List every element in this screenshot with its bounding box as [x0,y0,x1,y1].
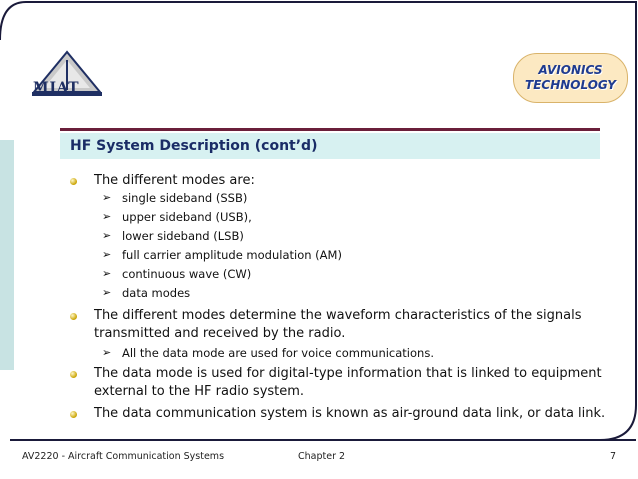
sub-item: data modes [122,286,191,300]
sub-item: single sideband (SSB) [122,191,248,205]
sub-item: upper sideband (USB), [122,210,252,224]
arrow-icon: ➢ [102,346,112,359]
arrow-icon: ➢ [102,191,112,204]
arrow-icon: ➢ [102,286,112,299]
badge-line2: TECHNOLOGY [525,78,616,92]
left-accent-panel [0,140,14,370]
sub-item: lower sideband (LSB) [122,229,244,243]
bullet-1-text: The different modes are: [94,173,255,188]
logo-text: MIAT [33,80,80,96]
slide-title: HF System Description (cont’d) [70,138,318,154]
miat-logo [22,50,112,105]
sub-item: All the data mode are used for voice communications. [122,346,434,360]
avionics-technology-badge [513,53,628,103]
bullet-2-line-1: The different modes determine the waveform characteristics of the signals [94,308,582,323]
arrow-icon: ➢ [102,248,112,261]
sub-item: full carrier amplitude modulation (AM) [122,248,342,262]
footer-course: AV2220 - Aircraft Communication Systems [22,451,225,462]
bullet-3-line-1: The data mode is used for digital-type information that is linked to equipment [94,366,602,381]
sub-item: continuous wave (CW) [122,267,252,281]
bullet-icon [70,178,77,185]
bullet-icon [70,411,77,418]
arrow-icon: ➢ [102,229,112,242]
footer-page-number: 7 [610,451,617,462]
footer-chapter: Chapter 2 [298,451,346,462]
bullet-icon [70,371,77,378]
arrow-icon: ➢ [102,267,112,280]
bullet-4-text: The data communication system is known as air-ground data link, or data link. [94,406,606,421]
arrow-icon: ➢ [102,210,112,223]
bullet-3-line-2: external to the HF radio system. [94,384,305,399]
badge-line1: AVIONICS [538,63,603,77]
bullet-icon [70,313,77,320]
title-divider [60,128,600,131]
bullet-2-line-2: transmitted and received by the radio. [94,326,346,341]
